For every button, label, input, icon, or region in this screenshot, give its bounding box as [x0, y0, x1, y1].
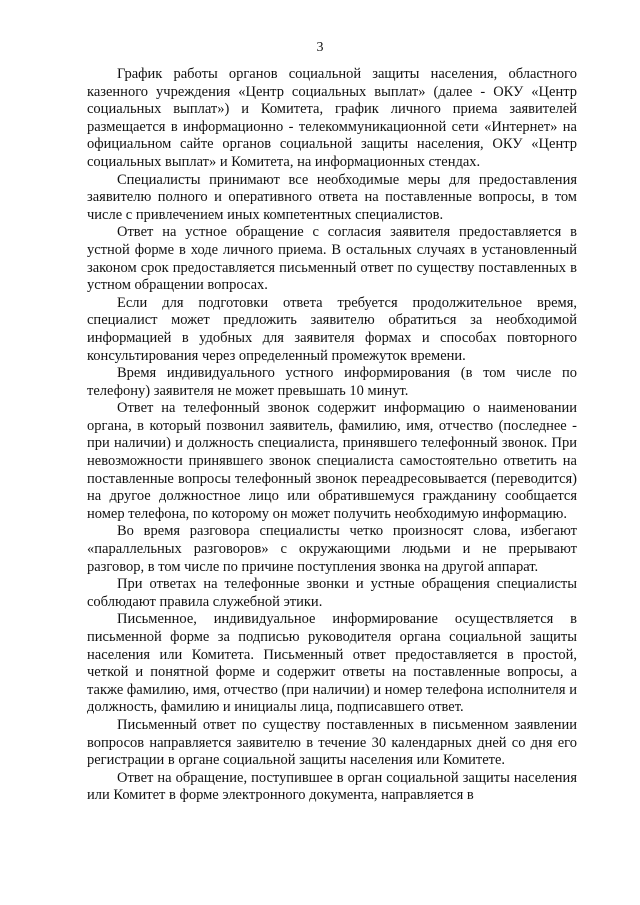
paragraph: Во время разговора специалисты четко произносят слова, избегают «параллельных разговоров» с окружающими людьми и не прерывают разговор, в том числе по причине поступления звонка на другой аппарат.: [87, 523, 577, 575]
paragraph: Специалисты принимают все необходимые меры для предоставления заявителю полного и оперативного ответа на поставленные вопросы, в том числе с привлечением иных компетентных специалистов.: [87, 171, 577, 223]
paragraph: Ответ на обращение, поступившее в орган социальной защиты населения или Комитет в форме электронного документа, направляется в: [87, 769, 577, 804]
paragraph: Время индивидуального устного информирования (в том числе по телефону) заявителя не может превышать 10 минут.: [87, 365, 577, 399]
paragraph: Ответ на телефонный звонок содержит информацию о наименовании органа, в который позвонил заявитель, фамилию, имя, отчество (последнее - при наличии) и должность специалиста, принявшего телефонный звонок. При невозможности принявшего звонок специалиста самостоятельно ответить на поставленные вопросы телефонный звонок переадресовывается (переводится) на другое должностное лицо или обратившемуся гражданину сообщается номер телефона, по которому он может получить необходимую информацию.: [87, 400, 577, 522]
page-number: 3: [316, 40, 324, 55]
paragraph: Письменный ответ по существу поставленных в письменном заявлении вопросов направляется заявителю в течение 30 календарных дней со дня его регистрации в органе социальной защиты населения или Комитете.: [87, 716, 577, 769]
paragraph: Ответ на устное обращение с согласия заявителя предоставляется в устной форме в ходе личного приема. В остальных случаях в установленный законом срок предоставляется письменный ответ по существу поставленных в устном обращении вопросах.: [87, 224, 577, 294]
paragraph: При ответах на телефонные звонки и устные обращения специалисты соблюдают правила служебной этики.: [87, 576, 577, 610]
paragraph: Письменное, индивидуальное информирование осуществляется в письменной форме за подписью руководителя органа социальной защиты населения или Комитета. Письменный ответ предоставляется в простой, четкой и понятной форме и содержит ответы на поставленные вопросы, а также фамилию, имя, отчество (при наличии) и номер телефона исполнителя и должность, фамилию и инициалы лица, подписавшего ответ.: [87, 611, 577, 716]
paragraph: График работы органов социальной защиты населения, областного казенного учреждения «Центр социальных выплат» (далее - ОКУ «Центр социальных выплат») и Комитета, график личного приема заявителей размещается в информационно - телекоммуникационной сети «Интернет» на официальном сайте органов социальной защиты населения, ОКУ «Центр социальных выплат» и Комитета, на информационных стендах.: [87, 66, 577, 170]
paragraph: Если для подготовки ответа требуется продолжительное время, специалист может предложить заявителю обратиться за необходимой информацией в удобных для заявителя формах и способах повторного консультирования через определенный промежуток времени.: [87, 294, 577, 364]
document-body: [87, 66, 577, 805]
